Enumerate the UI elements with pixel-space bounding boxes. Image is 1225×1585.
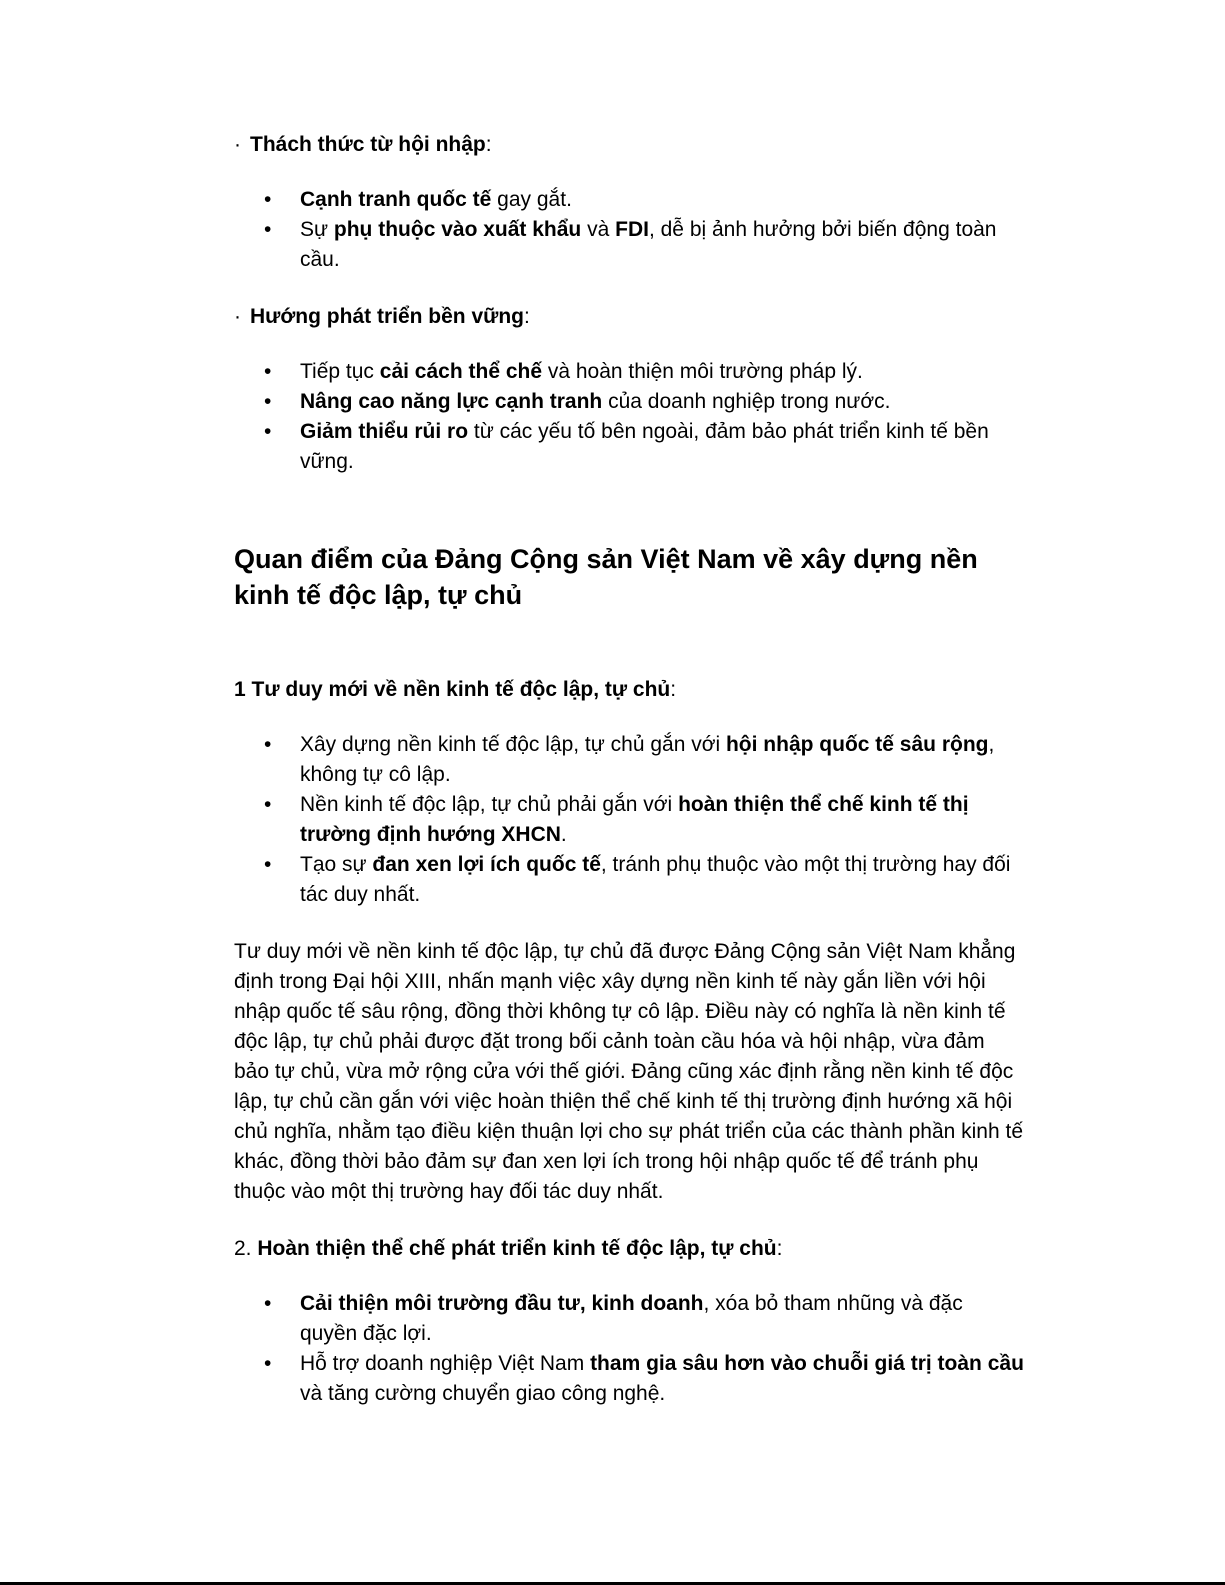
heading-text: Hướng phát triển bền vững	[250, 305, 525, 328]
sustainable-list	[234, 357, 1024, 477]
list-item: • Cải thiện môi trường đầu tư, kinh doanh, xóa bỏ tham nhũng và đặc quyền đặc lợi.	[234, 1289, 1024, 1349]
list-item: • Tiếp tục cải cách thể chế và hoàn thiện môi trường pháp lý.	[234, 357, 1024, 387]
challenges-list	[234, 185, 1024, 275]
list-item: • Sự phụ thuộc vào xuất khẩu và FDI, dễ bị ảnh hưởng bởi biến động toàn cầu.	[234, 215, 1024, 275]
list-item: • Cạnh tranh quốc tế gay gắt.	[234, 185, 1024, 215]
list-item: • Nền kinh tế độc lập, tự chủ phải gắn với hoàn thiện thể chế kinh tế thị trường định hướng XHCN.	[234, 790, 1024, 850]
part2-heading: 2. Hoàn thiện thể chế phát triển kinh tế độc lập, tự chủ:	[234, 1237, 783, 1260]
bullet-dot: ·	[234, 133, 241, 156]
part1-list	[234, 730, 1024, 910]
part2-list	[234, 1289, 1024, 1409]
list-item: • Xây dựng nền kinh tế độc lập, tự chủ gắn với hội nhập quốc tế sâu rộng, không tự cô lập.	[234, 730, 1024, 790]
section-heading-challenges: · Thách thức từ hội nhập:	[234, 130, 1024, 160]
section-heading-sustainable: · Hướng phát triển bền vững:	[234, 302, 1024, 332]
list-item: • Hỗ trợ doanh nghiệp Việt Nam tham gia sâu hơn vào chuỗi giá trị toàn cầu và tăng cường chuyển giao công nghệ.	[234, 1349, 1024, 1409]
document-page	[234, 130, 1024, 1436]
heading-text: Thách thức từ hội nhập	[250, 133, 486, 156]
section-title: Quan điểm của Đảng Cộng sản Việt Nam về xây dựng nền kinh tế độc lập, tự chủ	[234, 544, 978, 610]
list-item: • Giảm thiểu rủi ro từ các yếu tố bên ngoài, đảm bảo phát triển kinh tế bền vững.	[234, 417, 1024, 477]
bullet-dot: ·	[234, 305, 241, 328]
list-item: • Nâng cao năng lực cạnh tranh của doanh nghiệp trong nước.	[234, 387, 1024, 417]
part1-heading: 1 Tư duy mới về nền kinh tế độc lập, tự chủ:	[234, 678, 677, 701]
part1-paragraph: Tư duy mới về nền kinh tế độc lập, tự chủ đã được Đảng Cộng sản Việt Nam khẳng định trong Đại hội XIII, nhấn mạnh việc xây dựng nền kinh tế này gắn liền với hội nhập quốc tế sâu rộng, đồng thời không tự cô lập. Điều này có nghĩa là nền kinh tế độc lập, tự chủ phải được đặt trong bối cảnh toàn cầu hóa và hội nhập, vừa đảm bảo tự chủ, vừa mở rộng cửa với thế giới. Đảng cũng xác định rằng nền kinh tế độc lập, tự chủ cần gắn với việc hoàn thiện thể chế kinh tế thị trường định hướng xã hội chủ nghĩa, nhằm tạo điều kiện thuận lợi cho sự phát triển của các thành phần kinh tế khác, đồng thời bảo đảm sự đan xen lợi ích trong hội nhập quốc tế để tránh phụ thuộc vào một thị trường hay đối tác duy nhất.	[234, 940, 1024, 1203]
list-item: • Tạo sự đan xen lợi ích quốc tế, tránh phụ thuộc vào một thị trường hay đối tác duy nhất.	[234, 850, 1024, 910]
